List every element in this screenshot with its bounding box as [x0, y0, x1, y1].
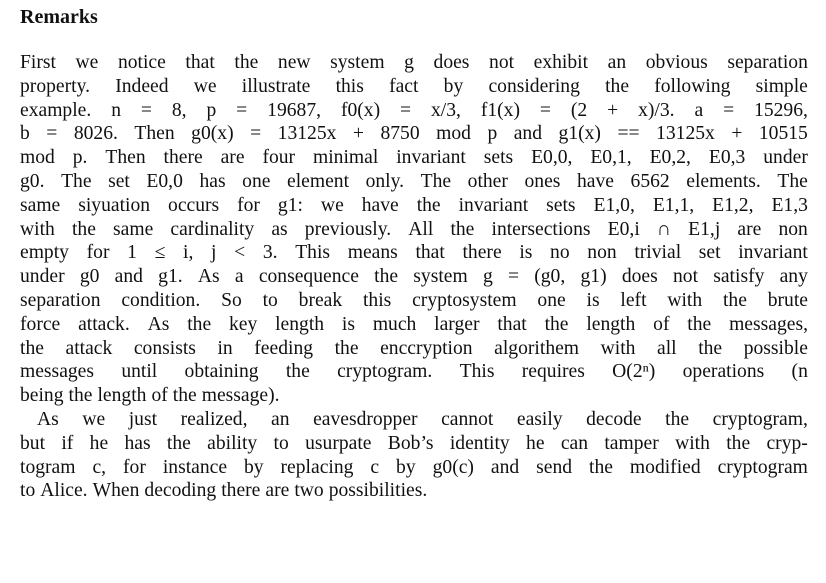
word: does: [433, 52, 470, 73]
word: system: [330, 52, 385, 73]
word: key: [228, 313, 258, 335]
text-line: [20, 313, 808, 337]
word: Indeed: [115, 75, 169, 97]
word: j: [211, 242, 217, 264]
word: for: [86, 242, 110, 264]
word: the: [285, 361, 310, 383]
word: cryptosystem: [412, 289, 517, 311]
word: E0,0: [146, 170, 183, 192]
word: for: [123, 456, 146, 478]
word: an: [271, 408, 290, 430]
word: g0(c): [432, 456, 474, 478]
word: are: [220, 147, 245, 169]
word: non: [778, 218, 808, 240]
word: the: [20, 337, 44, 359]
word: the: [71, 218, 96, 240]
word: that: [497, 313, 527, 335]
word: not: [672, 266, 699, 288]
word: g: [404, 52, 414, 73]
word: by: [243, 456, 264, 478]
word: =: [140, 99, 152, 121]
word: E0,0,: [531, 147, 573, 169]
word: only.: [365, 170, 405, 192]
text-line: [20, 456, 808, 480]
word: (2: [570, 99, 588, 121]
word: the: [665, 408, 690, 430]
word: requires: [521, 361, 585, 383]
word: g: [482, 266, 493, 288]
word: he: [526, 432, 545, 454]
word: example.: [20, 99, 92, 121]
word: 8750: [380, 123, 420, 145]
word: <: [234, 242, 246, 264]
word: no: [550, 242, 570, 264]
word: has: [124, 432, 151, 454]
word: 13125x: [277, 123, 337, 145]
word: This: [295, 242, 331, 264]
word: fact: [389, 75, 419, 97]
word: is: [341, 313, 355, 335]
word: E0,1,: [590, 147, 632, 169]
word: Alice.: [40, 480, 88, 502]
word: g0(x): [191, 123, 234, 145]
word: messages,: [729, 313, 808, 335]
word: we: [82, 408, 106, 430]
word: larger: [434, 313, 480, 335]
word: of: [151, 385, 168, 407]
word: elements.: [686, 170, 761, 192]
word: E0,2,: [649, 147, 691, 169]
text-line: [20, 337, 808, 361]
word: separation: [20, 289, 101, 311]
word: the: [726, 432, 751, 454]
word: instance: [162, 456, 228, 478]
text-line: [20, 479, 808, 503]
word: =: [236, 99, 248, 121]
word: Then: [105, 147, 146, 169]
word: As: [197, 266, 220, 288]
word: consequence: [258, 266, 359, 288]
word: if: [61, 432, 74, 454]
word: x/3,: [430, 99, 461, 121]
word: in: [217, 337, 233, 359]
word: with: [667, 289, 703, 311]
word: being: [20, 385, 64, 407]
word: invariant: [738, 242, 808, 264]
word: 15296,: [754, 99, 808, 121]
word: there: [163, 147, 203, 169]
word: cannot: [441, 408, 494, 430]
text-line: [20, 146, 808, 170]
word: algorithem: [494, 337, 580, 359]
word: same: [113, 218, 154, 240]
text-line: [20, 170, 808, 194]
word: =: [400, 99, 412, 121]
word: The: [777, 170, 808, 192]
word: =: [46, 123, 58, 145]
word: sets: [546, 194, 576, 216]
word: condition.: [121, 289, 201, 311]
word: the: [589, 456, 613, 478]
word: and: [513, 123, 543, 145]
word: force: [20, 313, 61, 335]
word: the: [416, 194, 441, 216]
text-line: [20, 75, 808, 99]
word: The: [61, 170, 92, 192]
word: obvious: [645, 52, 708, 73]
word: Bob’s: [387, 432, 434, 454]
text-line: [20, 265, 808, 289]
word: until: [121, 361, 158, 383]
word: operations: [682, 361, 765, 383]
word: the: [544, 313, 569, 335]
word: length: [97, 385, 147, 407]
word: messages: [20, 361, 95, 383]
word: that: [185, 52, 215, 73]
word: invariant: [458, 194, 529, 216]
word: there: [221, 480, 261, 502]
text-line: [20, 384, 808, 408]
word: under: [20, 266, 65, 288]
word: b: [20, 123, 30, 145]
word: exhibit: [533, 52, 589, 73]
word: under: [763, 147, 808, 169]
word: a: [234, 266, 244, 288]
word: ∩: [656, 218, 672, 240]
word: and: [490, 456, 520, 478]
word: g1(x): [558, 123, 601, 145]
word: the: [187, 313, 212, 335]
word: are: [265, 480, 290, 502]
word: +: [607, 99, 619, 121]
word: invariant: [396, 147, 466, 169]
word: possibilities.: [328, 480, 428, 502]
word: has: [199, 170, 226, 192]
word: This: [459, 361, 495, 383]
word: satisfy: [713, 266, 765, 288]
word: (n: [791, 361, 808, 383]
word: modified: [629, 456, 701, 478]
word: c,: [92, 456, 107, 478]
word: p: [206, 99, 217, 121]
word: attack: [65, 337, 113, 359]
word: the: [450, 218, 475, 240]
word: O(2ⁿ): [612, 361, 656, 383]
word: that: [415, 242, 445, 264]
word: previously.: [304, 218, 392, 240]
word: E1,1,: [652, 194, 695, 216]
word: the: [334, 337, 359, 359]
word: have: [361, 194, 399, 216]
word: to: [262, 289, 278, 311]
word: =: [507, 266, 520, 288]
text-line: [20, 432, 808, 456]
word: obtaining: [184, 361, 259, 383]
word: mod: [436, 123, 471, 145]
word: n: [111, 99, 121, 121]
word: minimal: [313, 147, 379, 169]
section-heading: Remarks: [20, 6, 98, 28]
word: 8,: [171, 99, 187, 121]
word: c: [370, 456, 380, 478]
text-line: [20, 99, 808, 123]
word: possible: [743, 337, 808, 359]
word: by: [396, 456, 416, 478]
word: Then: [134, 123, 175, 145]
word: is: [519, 242, 533, 264]
word: decoding: [144, 480, 217, 502]
word: we: [75, 52, 99, 73]
word: ≤: [154, 242, 166, 264]
word: element: [287, 170, 350, 192]
word: empty: [20, 242, 69, 264]
word: ones: [524, 170, 561, 192]
word: togram: [20, 456, 76, 478]
word: 1: [127, 242, 137, 264]
word: sets: [483, 147, 514, 169]
word: a: [694, 99, 704, 121]
word: First: [20, 52, 56, 73]
body-text: [20, 51, 808, 503]
word: g1.: [158, 266, 183, 288]
word: property.: [20, 75, 91, 97]
word: siyuation: [78, 194, 151, 216]
word: the: [722, 289, 747, 311]
word: does: [621, 266, 658, 288]
word: notice: [117, 52, 166, 73]
word: non: [587, 242, 617, 264]
word: this: [362, 289, 392, 311]
word: tamper: [604, 432, 659, 454]
word: g1:: [277, 194, 303, 216]
word: g1): [580, 266, 607, 288]
word: trivial: [634, 242, 682, 264]
word: 3.: [262, 242, 278, 264]
word: considering: [488, 75, 580, 97]
word: E1,j: [688, 218, 721, 240]
word: =: [539, 99, 551, 121]
word: of: [653, 313, 670, 335]
word: the: [234, 52, 259, 73]
text-line: [20, 241, 808, 265]
word: attack.: [78, 313, 130, 335]
word: identity: [449, 432, 510, 454]
word: for: [237, 194, 260, 216]
word: just: [128, 408, 158, 430]
word: following: [654, 75, 731, 97]
word: the: [68, 385, 93, 407]
word: brute: [767, 289, 808, 311]
word: the: [172, 385, 197, 407]
word: The: [420, 170, 452, 192]
word: other: [467, 170, 508, 192]
word: +: [352, 123, 364, 145]
word: easily: [516, 408, 563, 430]
word: one: [242, 170, 271, 192]
word: decode: [586, 408, 642, 430]
word: to: [273, 432, 289, 454]
word: i,: [183, 242, 194, 264]
word: As: [147, 313, 170, 335]
word: with: [600, 337, 636, 359]
word: g0.: [20, 170, 45, 192]
word: All: [408, 218, 434, 240]
word: cryptogram: [717, 456, 808, 478]
word: left: [620, 289, 647, 311]
word: two: [294, 480, 324, 502]
text-line: [20, 122, 808, 146]
word: but: [20, 432, 46, 454]
word: E1,3: [771, 194, 808, 216]
word: cryptogram.: [337, 361, 433, 383]
word: simple: [755, 75, 808, 97]
word: this: [335, 75, 364, 97]
word: p: [487, 123, 498, 145]
word: the: [605, 75, 630, 97]
word: mod: [20, 147, 55, 169]
word: eavesdropper: [313, 408, 418, 430]
word: f1(x): [480, 99, 520, 121]
word: When: [92, 480, 140, 502]
word: by: [443, 75, 464, 97]
word: the: [374, 266, 399, 288]
word: can: [560, 432, 589, 454]
word: set: [698, 242, 721, 264]
word: occurs: [168, 194, 220, 216]
text-line: [20, 218, 808, 242]
word: all: [657, 337, 677, 359]
word: 6562: [630, 170, 670, 192]
word: we: [193, 75, 217, 97]
word: x)/3.: [638, 99, 675, 121]
word: length: [586, 313, 636, 335]
word: usurpate: [305, 432, 372, 454]
word: and: [114, 266, 143, 288]
word: the: [166, 432, 191, 454]
word: cryp-: [766, 432, 808, 454]
word: realized,: [180, 408, 248, 430]
text-line: [20, 360, 808, 384]
text-line: [20, 194, 808, 218]
word: As: [37, 408, 59, 430]
word: E1,0,: [593, 194, 635, 216]
word: an: [607, 52, 627, 73]
word: =: [723, 99, 735, 121]
word: =: [250, 123, 262, 145]
word: same: [20, 194, 61, 216]
word: E0,3: [708, 147, 746, 169]
word: ==: [617, 123, 640, 145]
text-line: [20, 289, 808, 313]
word: send: [536, 456, 573, 478]
word: f0(x): [340, 99, 381, 121]
word: 8026.: [73, 123, 118, 145]
word: E1,2,: [712, 194, 754, 216]
word: length: [275, 313, 325, 335]
word: (g0,: [534, 266, 566, 288]
word: set: [108, 170, 130, 192]
word: any: [779, 266, 808, 288]
word: the: [687, 313, 712, 335]
word: ability: [207, 432, 258, 454]
word: much: [372, 313, 417, 335]
word: p.: [72, 147, 88, 169]
word: we: [320, 194, 344, 216]
word: one: [537, 289, 566, 311]
word: system: [413, 266, 468, 288]
word: So: [221, 289, 242, 311]
word: 10515: [758, 123, 808, 145]
word: feeding: [254, 337, 314, 359]
text-line: [20, 51, 808, 75]
word: is: [586, 289, 600, 311]
word: means: [347, 242, 398, 264]
word: replacing: [280, 456, 354, 478]
word: there: [462, 242, 502, 264]
word: consists: [133, 337, 196, 359]
word: g0: [79, 266, 100, 288]
word: 13125x: [656, 123, 715, 145]
word: the: [698, 337, 723, 359]
word: not: [489, 52, 515, 73]
word: have: [576, 170, 614, 192]
word: intersections: [491, 218, 591, 240]
word: separation: [727, 52, 808, 73]
word: with: [675, 432, 710, 454]
word: as: [271, 218, 288, 240]
word: new: [277, 52, 311, 73]
word: four: [262, 147, 296, 169]
word: to: [20, 480, 36, 502]
word: cryptogram,: [712, 408, 808, 430]
word: are: [737, 218, 762, 240]
word: he: [89, 432, 109, 454]
word: cardinality: [170, 218, 255, 240]
word: with: [20, 218, 55, 240]
word: message).: [201, 385, 280, 407]
word: +: [731, 123, 743, 145]
word: 19687,: [267, 99, 322, 121]
word: E0,i: [607, 218, 640, 240]
word: illustrate: [241, 75, 311, 97]
word: break: [298, 289, 343, 311]
text-line: [20, 408, 808, 432]
word: enccryption: [380, 337, 473, 359]
